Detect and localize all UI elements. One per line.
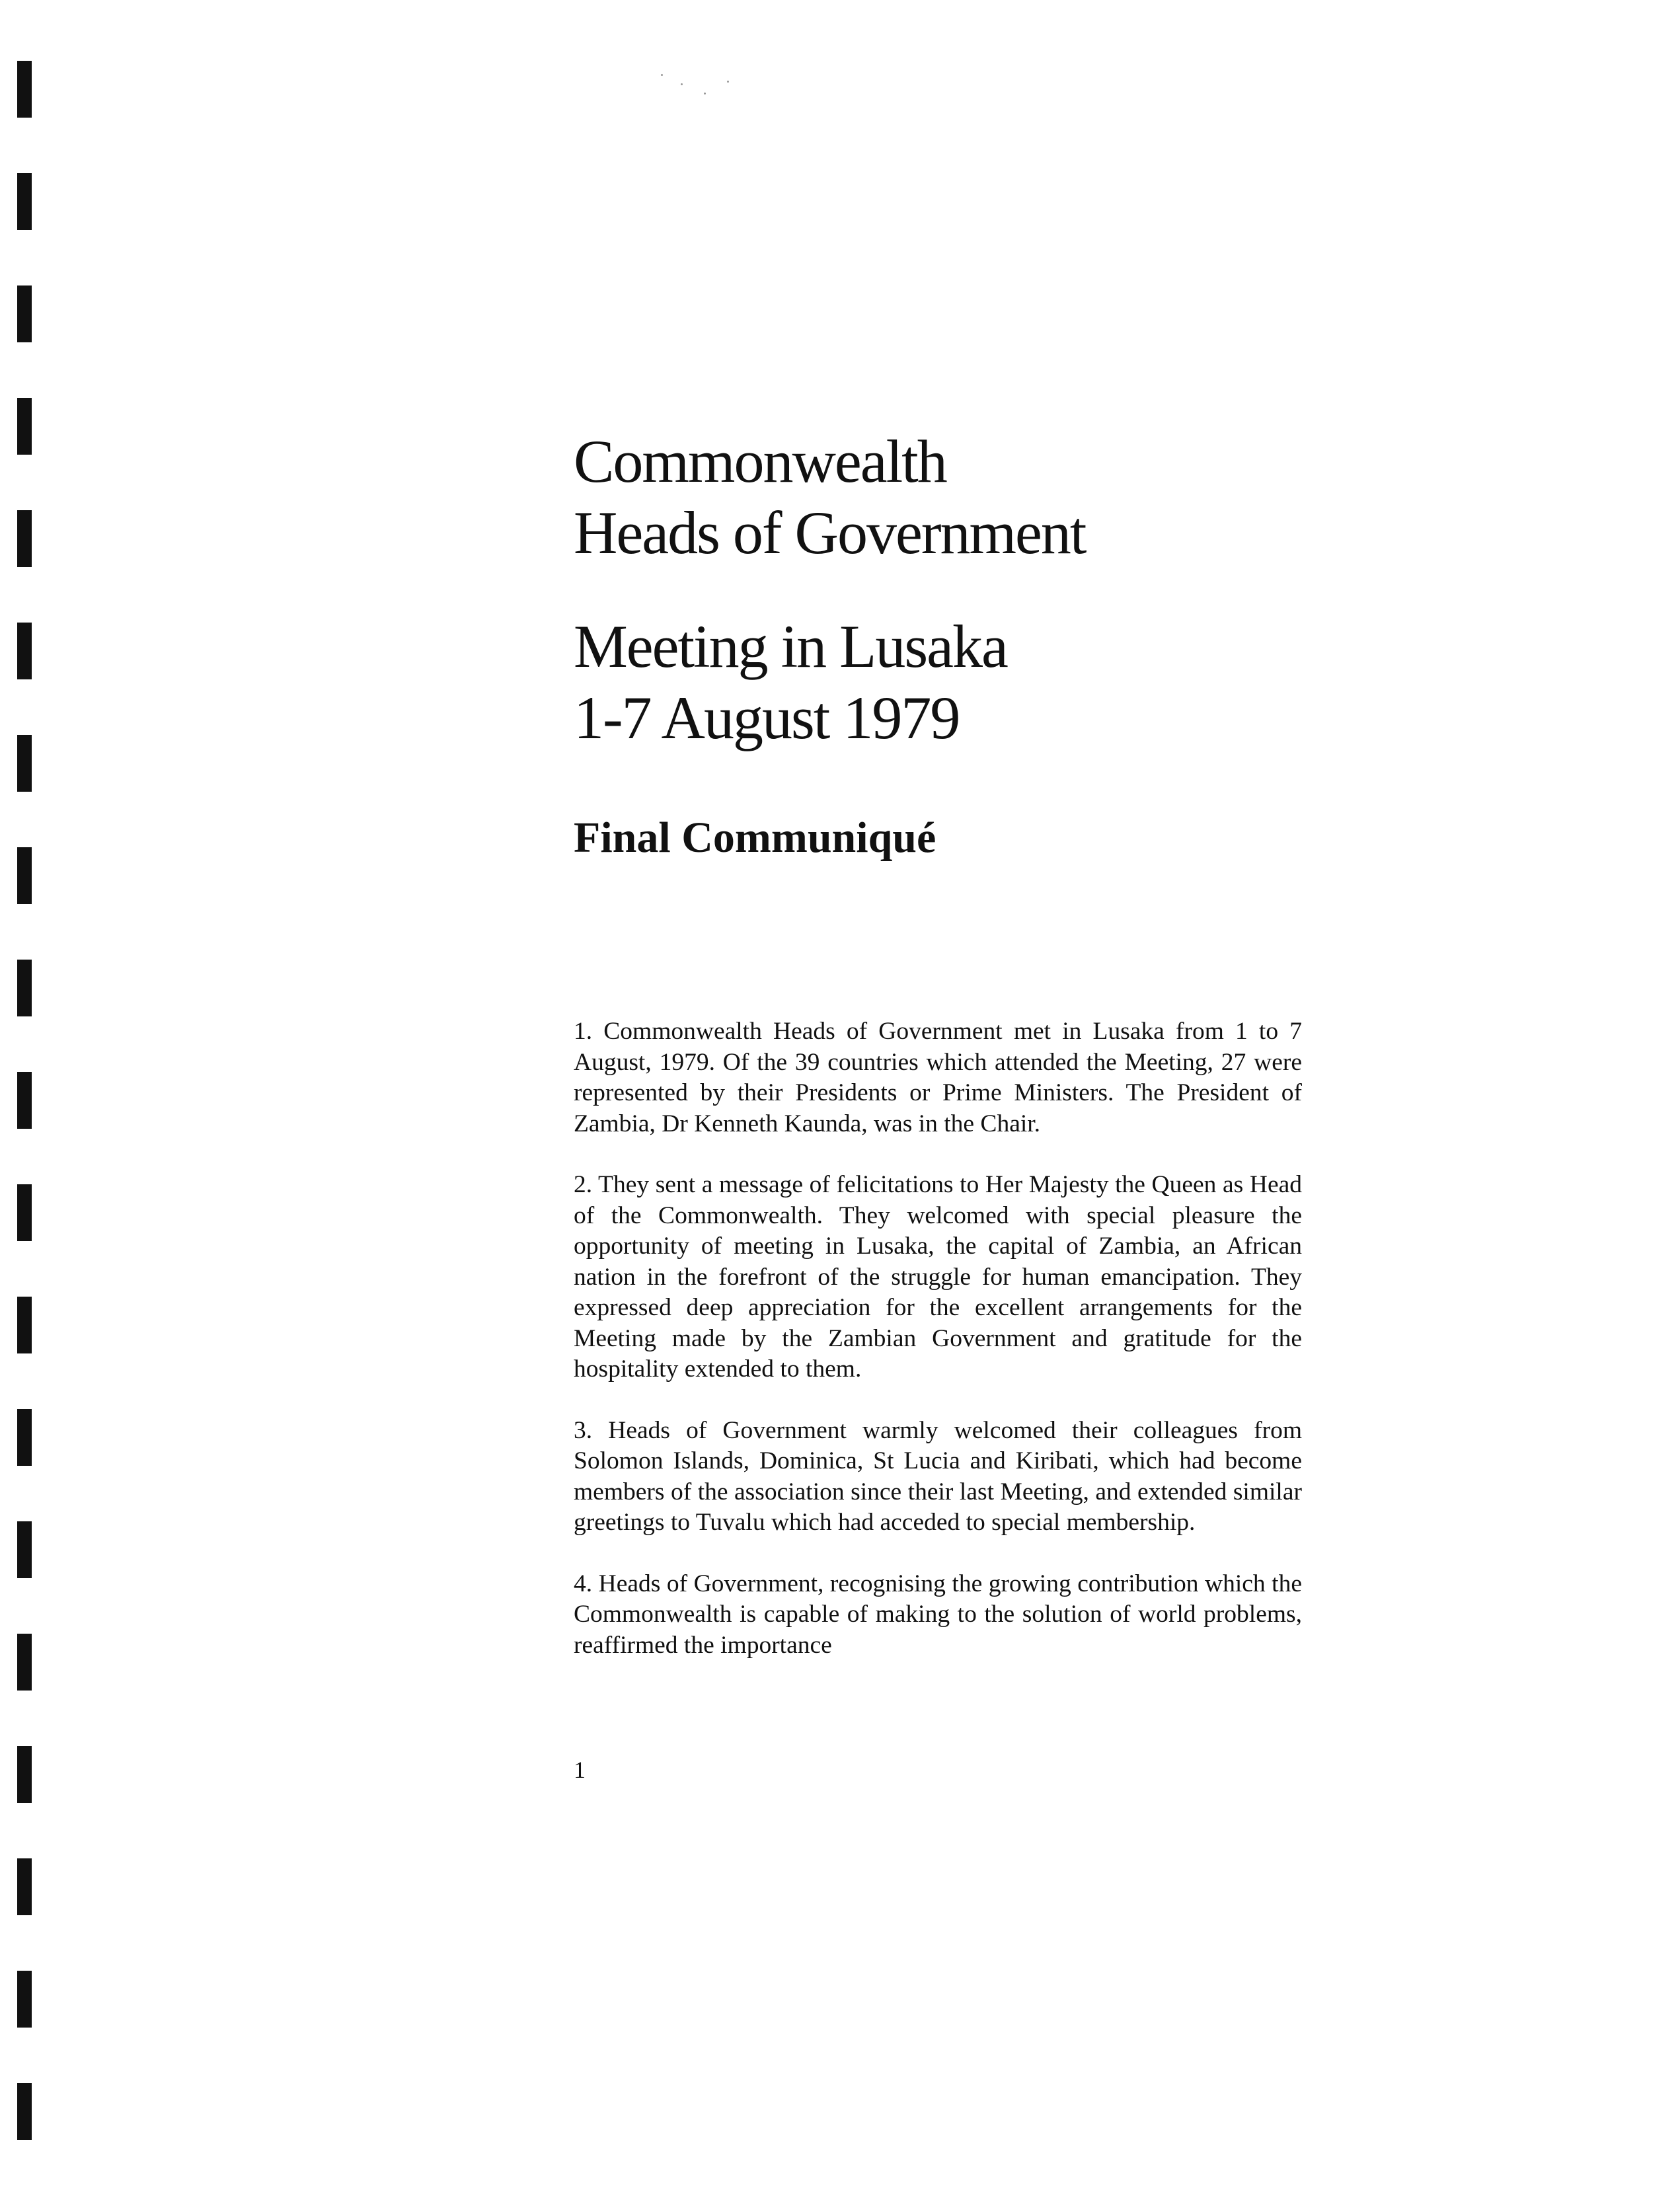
title-line: Commonwealth: [574, 428, 946, 495]
scan-speck: [661, 74, 663, 76]
binding-mark: [17, 735, 32, 792]
binding-mark: [17, 623, 32, 679]
binding-mark: [17, 1184, 32, 1241]
paragraph: 3. Heads of Government warmly welcomed their colleagues from Solomon Islands, Dominica, St Lucia and Kiribati, which had become members of the association since their last Meeting, and extended similar greetings to Tuvalu which had acceded to special membership.: [574, 1416, 1302, 1536]
scan-speck: [681, 83, 683, 85]
title-line: Heads of Government: [574, 499, 1086, 566]
binding-mark: [17, 1971, 32, 2028]
binding-mark: [17, 173, 32, 230]
title-line: 1-7 August 1979: [574, 684, 960, 751]
binding-mark: [17, 1858, 32, 1915]
paragraph: 2. They sent a message of felicitations to Her Majesty the Queen as Head of the Commonwealth. They welcomed with special pleasure the opportunity of meeting in Lusaka, the capital of Zambia, an African nation in the forefront of the struggle for human emancipation. They expressed deep appreciation for the excellent arrangements for the Meeting made by the Zambian Government and gratitude for the hospitality extended to them.: [574, 1171, 1302, 1383]
binding-mark: [17, 1521, 32, 1578]
binding-mark: [17, 285, 32, 342]
communique-body: [574, 1016, 1302, 1691]
binding-mark: [17, 960, 32, 1016]
title-line: Meeting in Lusaka: [574, 613, 1007, 680]
scan-speck: [727, 81, 729, 83]
binding-mark: [17, 1297, 32, 1353]
binding-mark: [17, 398, 32, 455]
binding-mark: [17, 1746, 32, 1803]
binding-marks: [0, 0, 53, 2206]
title-meeting-group: [574, 611, 1433, 753]
binding-mark: [17, 61, 32, 118]
page-number: 1: [574, 1757, 586, 1783]
binding-mark: [17, 2083, 32, 2140]
binding-mark: [17, 1409, 32, 1466]
scan-speck: [704, 93, 706, 95]
binding-mark: [17, 510, 32, 567]
binding-mark: [17, 1634, 32, 1691]
binding-mark: [17, 847, 32, 904]
paragraph: 1. Commonwealth Heads of Government met in Lusaka from 1 to 7 August, 1979. Of the 39 countries which attended the Meeting, 27 were represented by their Presidents or Prime Ministers. The President of Zambia, Dr Kenneth Kaunda, was in the Chair.: [574, 1018, 1302, 1137]
binding-mark: [17, 1072, 32, 1129]
paragraph: 4. Heads of Government, recognising the growing contribution which the Commonwealth is capable of making to the solution of world problems, reaffirmed the importance: [574, 1570, 1302, 1659]
document-title: [574, 426, 1433, 753]
document-subtitle: Final Communiqué: [574, 814, 936, 862]
